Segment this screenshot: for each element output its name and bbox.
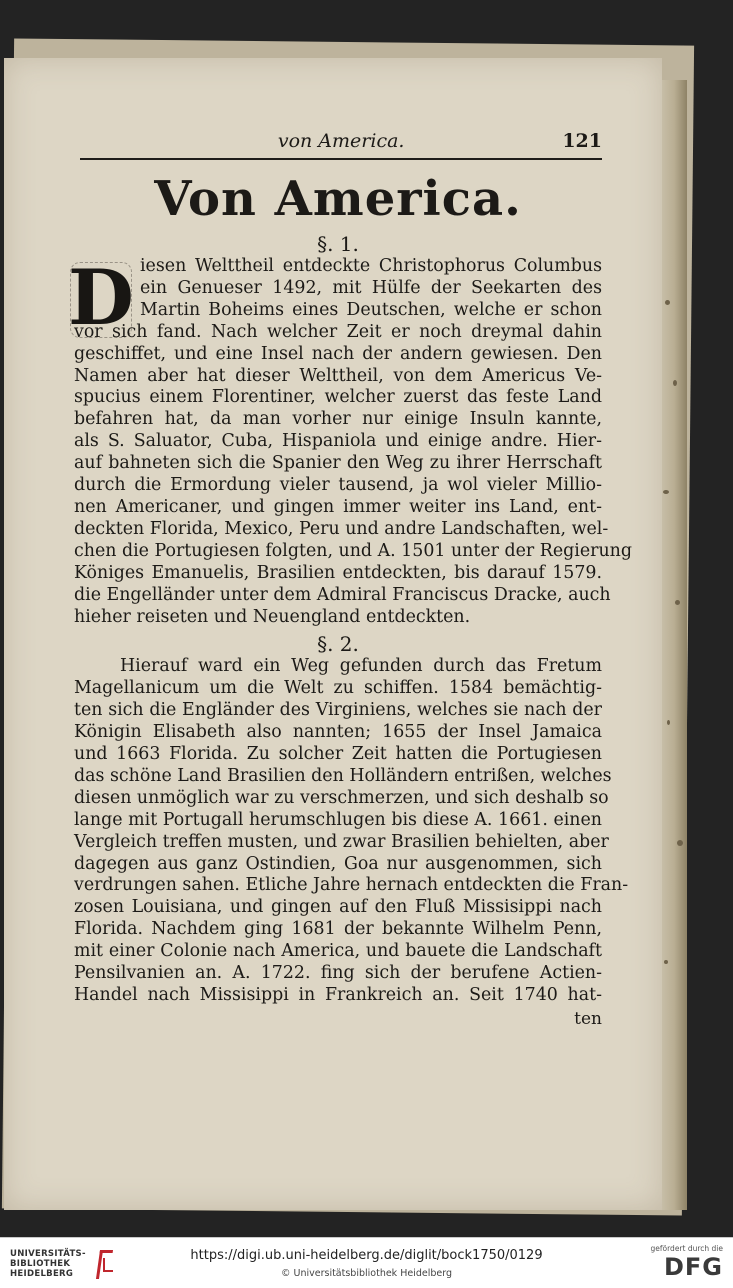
text-line: hieher reiseten und Neuengland entdeckten. <box>74 606 471 627</box>
running-head <box>80 130 602 160</box>
text-line: Magellanicum um die Welt zu schiffen. 1584 bemächtig- <box>74 678 602 699</box>
text-line: Königes Emanuelis, Brasilien entdeckten, bis darauf 1579. <box>74 562 602 583</box>
page-number: 121 <box>562 130 602 152</box>
text-line: dagegen aus ganz Ostindien, Goa nur ausgenommen, sich <box>74 853 602 874</box>
book-page <box>4 58 662 1210</box>
text-line: ten sich die Engländer des Virginiens, welches sie nach der <box>74 700 602 721</box>
chapter-title: Von America. <box>154 171 522 227</box>
text-line: Florida. Nachdem ging 1681 der bekannte Wilhelm Penn, <box>74 919 602 940</box>
text-line: nen Americaner, und gingen immer weiter ins Land, ent- <box>74 496 602 517</box>
text-line: das schöne Land Brasilien den Holländern entrißen, welches <box>74 765 612 786</box>
funder-name: DFG <box>663 1253 723 1281</box>
text-line: auf bahneten sich die Spanier den Weg zu ihrer Herrschaft <box>74 453 602 474</box>
text-line: verdrungen sahen. Etliche Jahre hernach entdeckten die Fran- <box>74 875 629 896</box>
text-line: Vergleich treffen musten, und zwar Brasilien behielten, aber <box>74 831 609 852</box>
section-mark-2: §. 2. <box>317 632 359 657</box>
text-line: geschiffet, und eine Insel nach der andern gewiesen. Den <box>74 343 602 364</box>
text-line: Hierauf ward ein Weg gefunden durch das Fretum <box>120 656 602 677</box>
text-line: die Engelländer unter dem Admiral Franciscus Dracke, auch <box>74 584 611 605</box>
funding-note: gefördert durch die <box>650 1244 723 1253</box>
logo-line: HEIDELBERG <box>10 1269 74 1279</box>
footer-bar <box>0 1237 733 1288</box>
text-line: spucius einem Florentiner, welcher zuerst das feste Land <box>74 387 602 408</box>
section-mark-1: §. 1. <box>317 232 359 256</box>
drop-cap-initial: D <box>68 253 134 342</box>
text-block <box>68 130 632 1029</box>
running-title: von America. <box>277 130 405 152</box>
text-line: durch die Ermordung vieler tausend, ja wol vieler Millio- <box>74 475 602 496</box>
text-line: Handel nach Missisippi in Frankreich an. Seit 1740 hat- <box>74 985 602 1005</box>
section-1-paragraph <box>68 253 632 628</box>
logo-line: BIBLIOTHEK <box>10 1259 71 1269</box>
text-line: vor sich fand. Nach welcher Zeit er noch dreymal dahin <box>74 321 602 342</box>
text-line: Pensilvanien an. A. 1722. fing sich der berufene Actien- <box>74 963 602 984</box>
text-line: als S. Saluator, Cuba, Hispaniola und einige andre. Hier- <box>74 431 602 452</box>
text-line: Namen aber hat dieser Welttheil, von dem Americus Ve- <box>74 365 602 386</box>
text-line: iesen Welttheil entdeckte Christophorus Columbus <box>140 256 602 276</box>
text-line: deckten Florida, Mexico, Peru und andre Landschaften, wel- <box>74 518 609 539</box>
text-line: mit einer Colonie nach America, und bauete die Landschaft <box>74 941 602 962</box>
text-line: und 1663 Florida. Zu solcher Zeit hatten die Portugiesen <box>74 744 602 765</box>
text-line: zosen Louisiana, und gingen auf den Fluß Missisippi nach <box>74 897 602 918</box>
dfg-logo[interactable] <box>651 1244 724 1281</box>
text-line: lange mit Portugall herumschlugen bis diese A. 1661. einen <box>74 809 602 830</box>
text-line: Martin Boheims eines Deutschen, welche er schon <box>140 299 602 320</box>
section-2-paragraph <box>74 656 629 1007</box>
text-line: chen die Portugiesen folgten, und A. 1501 unter der Regierung <box>74 540 632 561</box>
text-line: diesen unmöglich war zu verschmerzen, und sich deshalb so <box>74 787 609 808</box>
text-line: Königin Elisabeth also nannten; 1655 der Insel Jamaica <box>74 722 602 743</box>
text-line: befahren hat, da man vorher nur einige Insuln kannte, <box>74 409 602 430</box>
text-line: ein Genueser 1492, mit Hülfe der Seekarten des <box>140 277 602 298</box>
catchword: ten <box>574 1008 602 1029</box>
permalink-url[interactable]: https://digi.ub.uni-heidelberg.de/diglit/bock1750/0129 <box>190 1248 543 1263</box>
logo-line: UNIVERSITÄTS- <box>10 1249 86 1259</box>
copyright-notice: © Universitätsbibliothek Heidelberg <box>280 1268 452 1279</box>
